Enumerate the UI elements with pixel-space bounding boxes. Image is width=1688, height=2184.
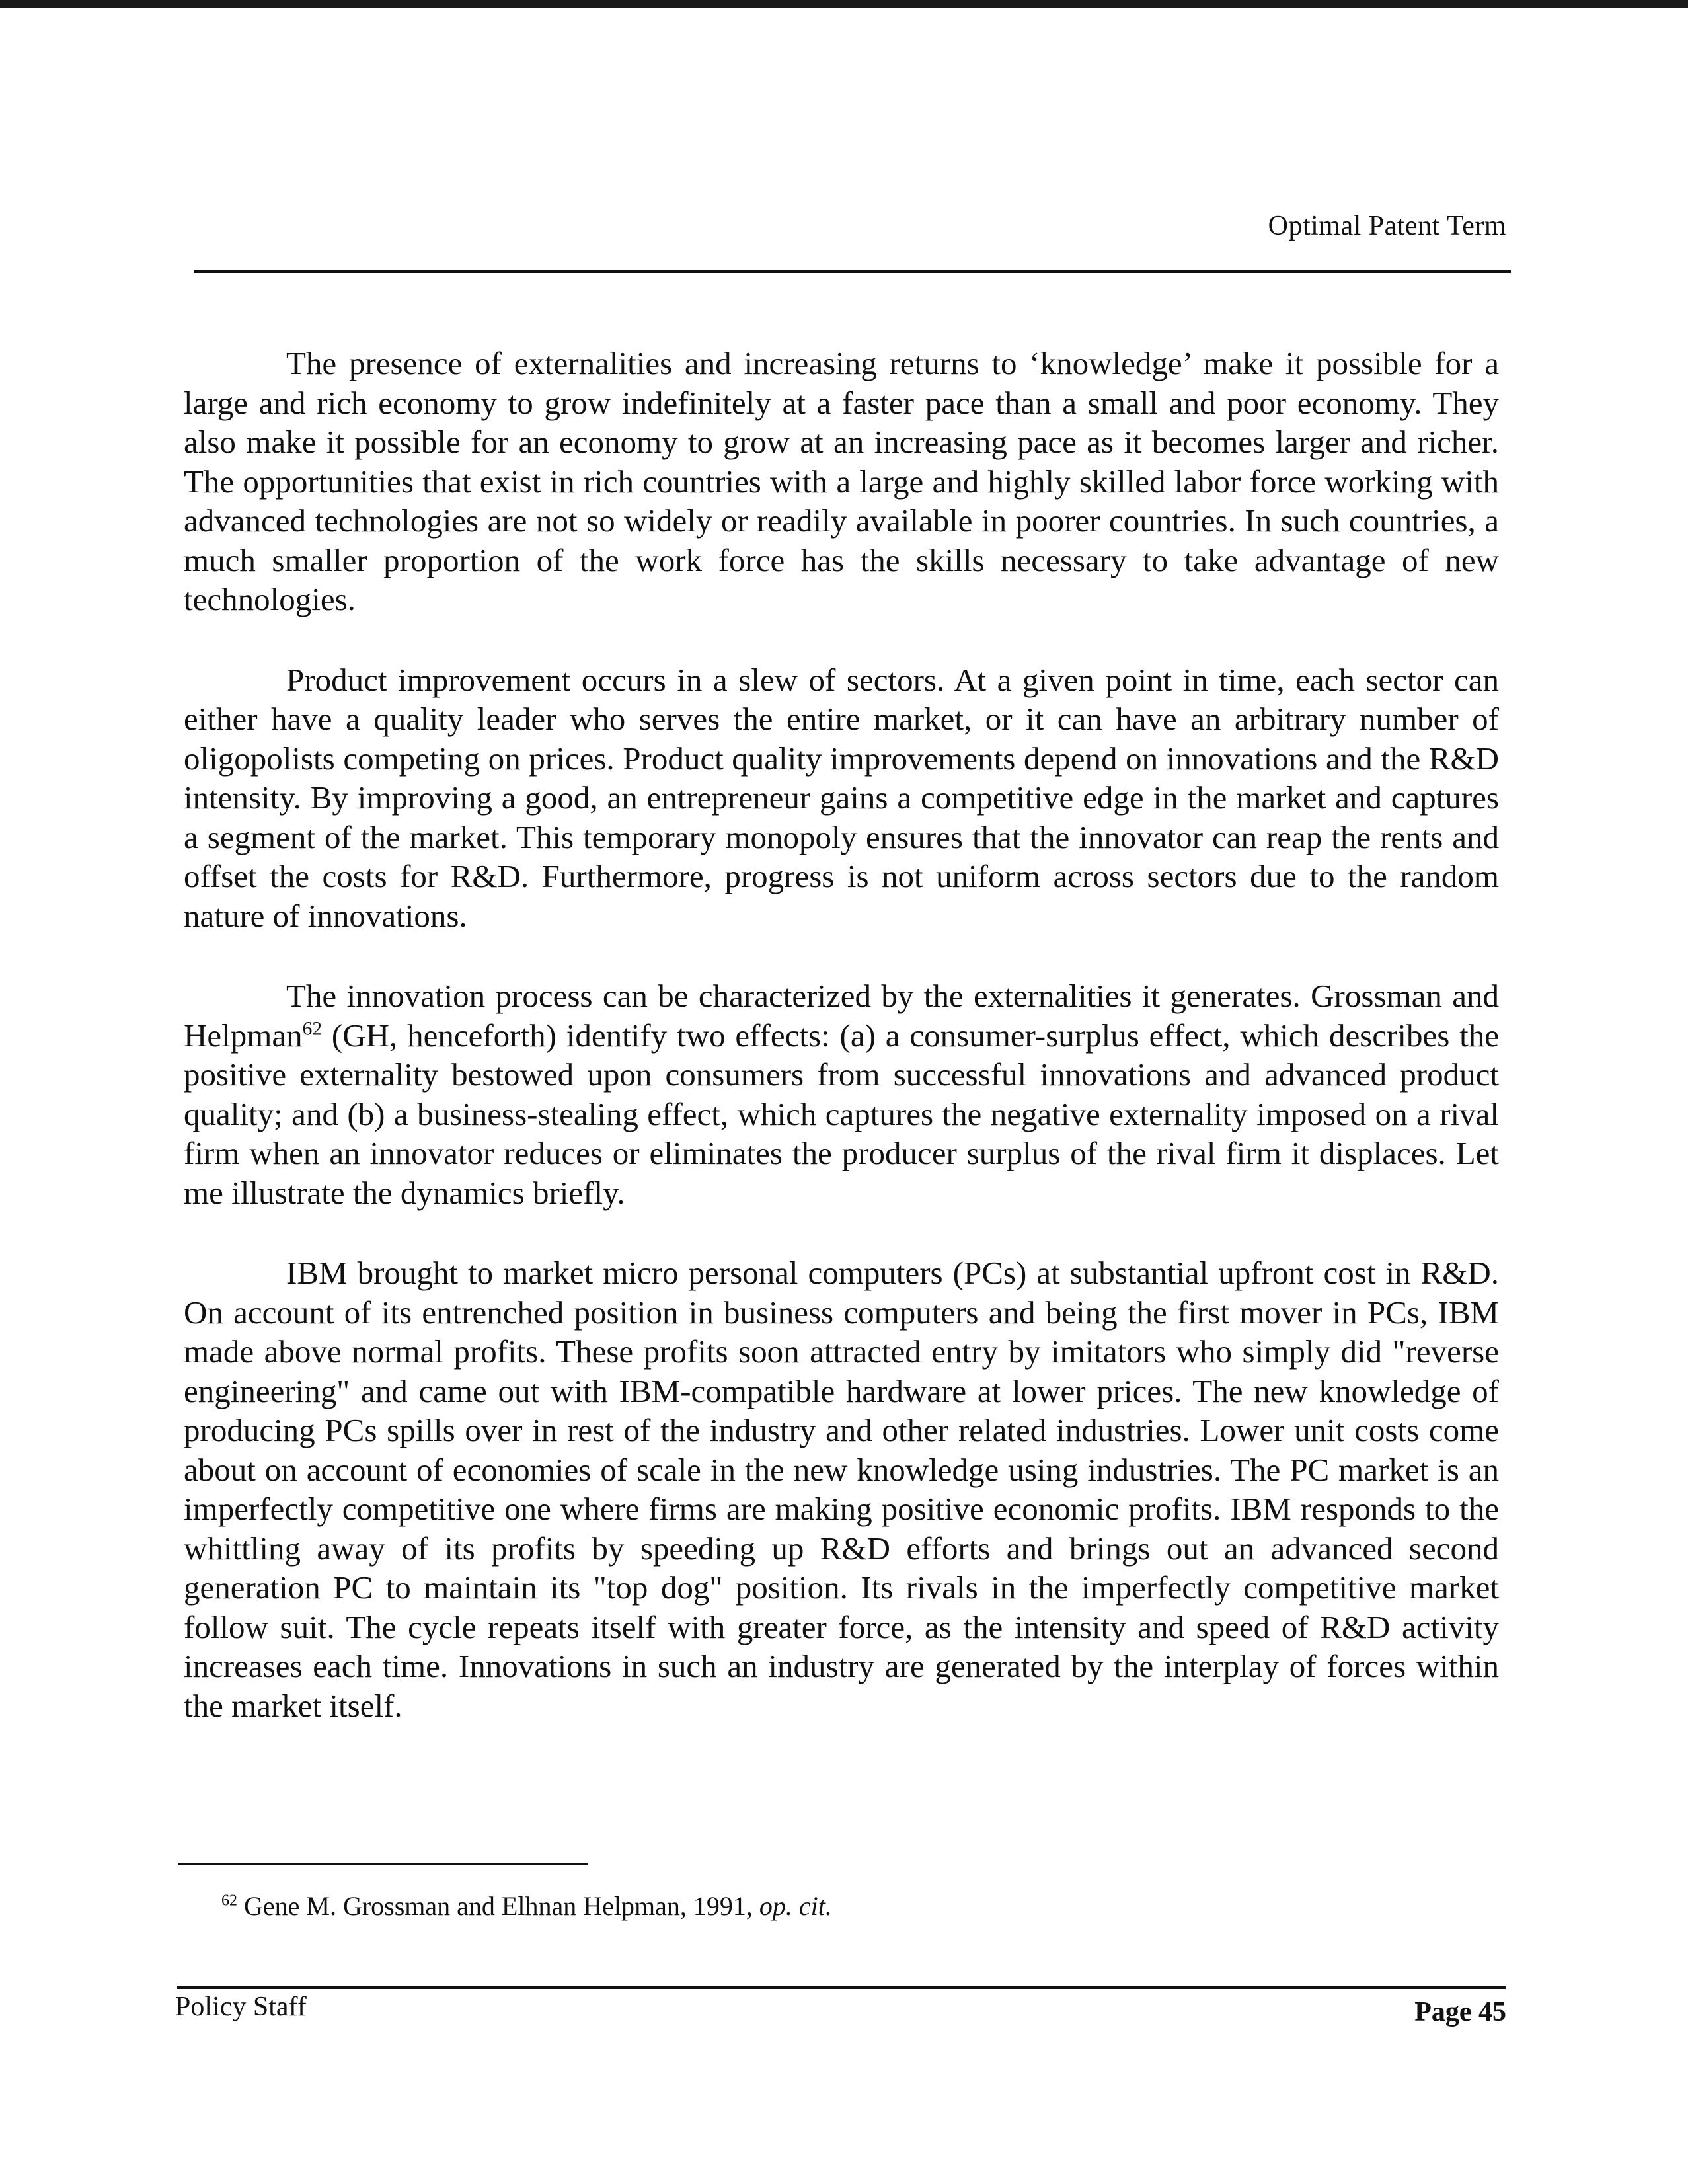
paragraph-product-improvement: Product improvement occurs in a slew of sectors. At a given point in time, each sector can either have a quality leader who serves the entire market, or it can have an arbitrary number of oligopolists competing on prices. Product quality improvements depend on innovations and the R&D intensity. By improving a good, an entrepreneur gains a competitive edge in the market and captures a segment of the market. This temporary monopoly ensures that the innovator can reap the rents and offset the costs for R&D. Furthermore, progress is not uniform across sectors due to the random nature of innovations. xyxy=(184,661,1499,934)
footer-department: Policy Staff xyxy=(175,1992,307,2022)
body-text xyxy=(184,344,1499,1766)
footnote-reference: 62 xyxy=(302,1018,323,1040)
scan-edge xyxy=(0,0,1688,8)
footnote-rule xyxy=(178,1863,588,1865)
footer-rule xyxy=(177,1986,1506,1989)
page-number: Page 45 xyxy=(1414,1997,1506,2027)
paragraph-text: (GH, henceforth) identify two effects: (a) a consumer-surplus effect, which describes the positive externality bestowed upon consumers from successful innovations and advanced product quality; and (b) a business-stealing effect, which captures the negative externality imposed on a rival firm when an innovator reduces or eliminates the producer surplus of the rival firm it displaces. Let me illustrate the dynamics briefly. xyxy=(184,1017,1499,1211)
footnote-italic: op. cit. xyxy=(759,1891,832,1921)
paragraph-ibm-example: IBM brought to market micro personal computers (PCs) at substantial upfront cost in R&D. On account of its entrenched position in business computers and being the first mover in PCs, IBM made above normal profits. These profits soon attracted entry by imitators who simply did "reverse engineering" and came out with IBM-compatible hardware at lower prices. The new knowledge of producing PCs spills over in rest of the industry and other related industries. Lower unit costs come about on account of economies of scale in the new knowledge using industries. The PC market is an imperfectly competitive one where firms are making positive economic profits. IBM responds to the whittling away of its profits by speeding up R&D efforts and brings out an advanced second generation PC to maintain its "top dog" position. Its rivals in the imperfectly competitive market follow suit. The cycle repeats itself with greater force, as the intensity and speed of R&D activity increases each time. Innovations in such an industry are generated by the interplay of forces within the market itself. xyxy=(184,1255,1499,1724)
paragraph-innovation-process xyxy=(184,976,1499,1212)
header-rule xyxy=(194,270,1511,273)
paragraph-externalities: The presence of externalities and increasing returns to ‘knowledge’ make it possible for a large and rich economy to grow indefinitely at a faster pace than a small and poor economy. They also make it possible for an economy to grow at an increasing pace as it becomes larger and richer. The opportunities that exist in rich countries with a large and highly skilled labor force working with advanced technologies are not so widely or readily available in poorer countries. In such countries, a much smaller proportion of the work force has the skills necessary to take advantage of new technologies. xyxy=(184,345,1499,617)
footnote xyxy=(221,1891,832,1922)
footnote-number: 62 xyxy=(221,1892,237,1910)
running-header: Optimal Patent Term xyxy=(1268,211,1506,241)
footnote-text: Gene M. Grossman and Elhnan Helpman, 1991, xyxy=(244,1891,759,1921)
paragraph-text: The innovation process can be characterized by the externalities it generates. Grossman and Helpman xyxy=(184,978,1499,1054)
